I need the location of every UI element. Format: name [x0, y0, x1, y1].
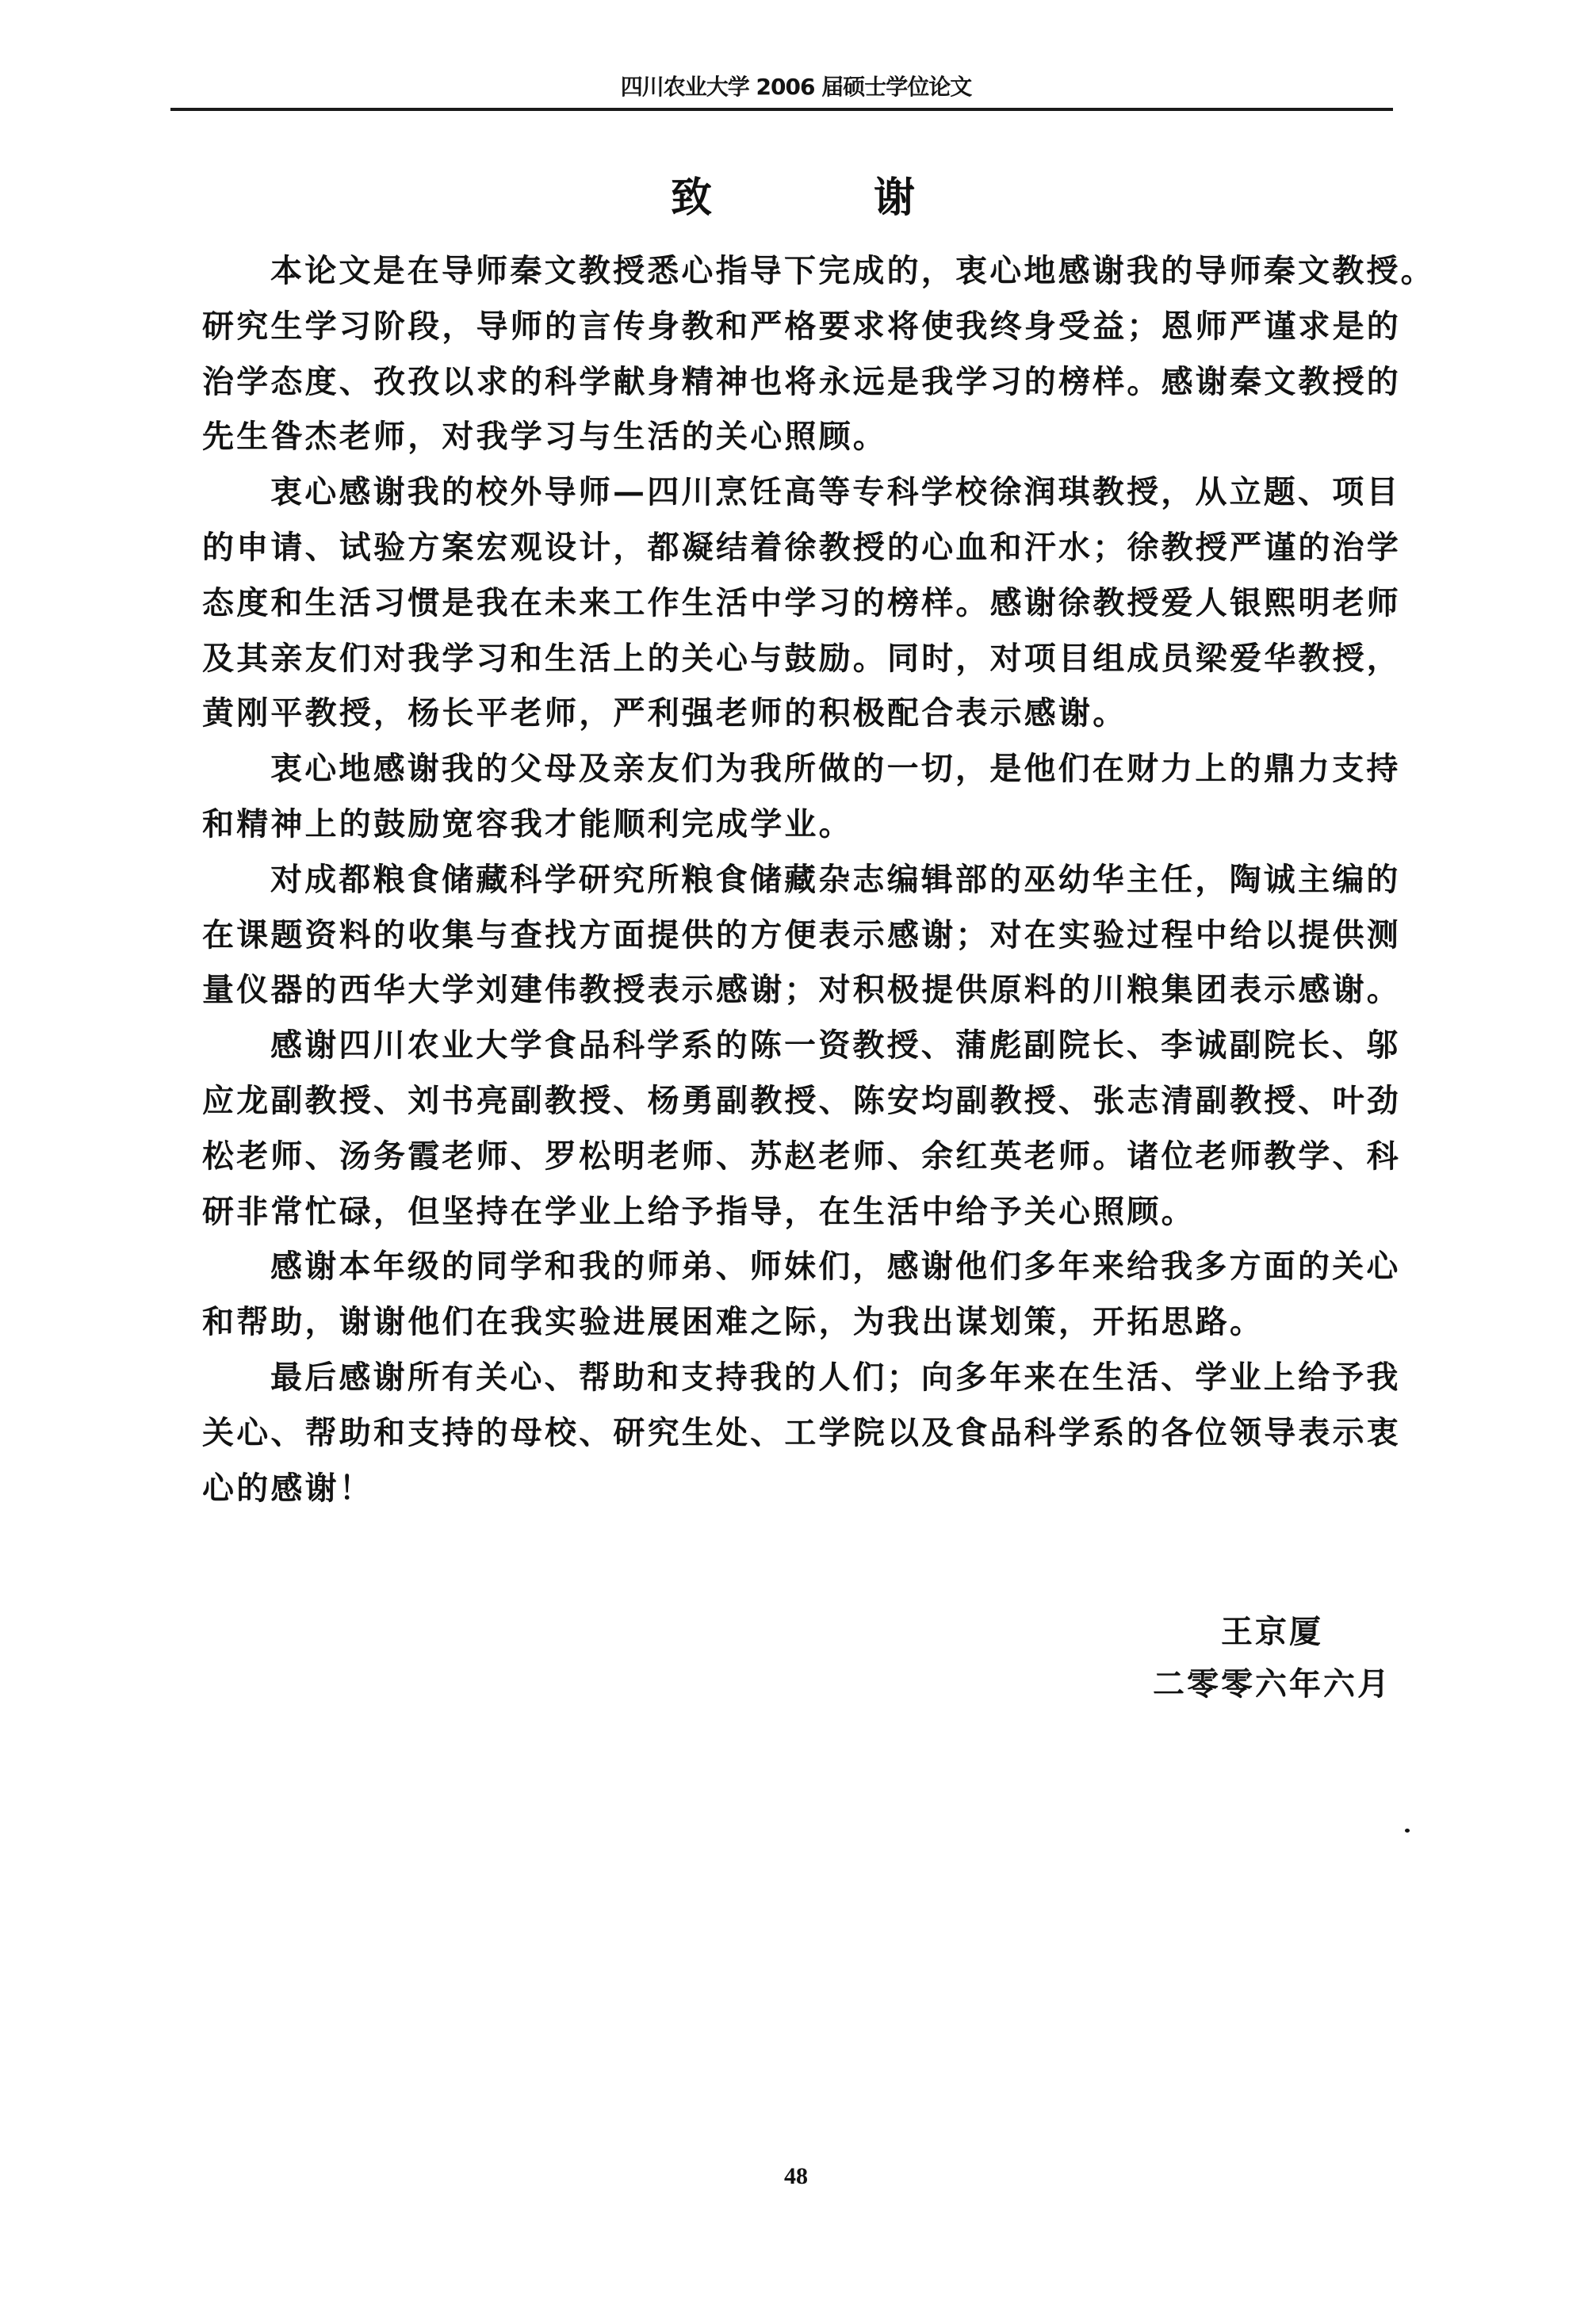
text-line: 先生昝杰老师，对我学习与生活的关心照顾。 [202, 418, 887, 456]
paragraph-7 [202, 1350, 1401, 1516]
text-line: 感谢四川农业大学食品科学系的陈一资教授、蒲彪副院长、李诚副院长、邬 [270, 1026, 1401, 1065]
text-line: 松老师、汤务霞老师、罗松明老师、苏赵老师、余红英老师。诸位老师教学、科 [202, 1137, 1401, 1175]
text-line: 感谢本年级的同学和我的师弟、师妹们，感谢他们多年来给我多方面的关心 [270, 1248, 1401, 1286]
paragraph-3 [202, 741, 1401, 852]
text-line: 衷心地感谢我的父母及亲友们为我所做的一切，是他们在财力上的鼎力支持 [270, 750, 1401, 788]
paragraph-2 [202, 464, 1401, 741]
paragraph-6 [202, 1239, 1401, 1350]
running-header: 四川农业大学 2006 届硕士学位论文 [620, 74, 972, 100]
paragraph-1 [202, 243, 1435, 464]
text-line: 黄刚平教授，杨长平老师，严利强老师的积极配合表示感谢。 [202, 694, 1127, 732]
text-line: 和精神上的鼓励宽容我才能顺利完成学业。 [202, 805, 853, 843]
header-rule [170, 108, 1393, 111]
paragraph-5 [202, 1018, 1401, 1239]
scan-artifact-dot [1405, 1829, 1410, 1833]
text-line: 本论文是在导师秦文教授悉心指导下完成的，衷心地感谢我的导师秦文教授。 [270, 252, 1435, 289]
text-line: 量仪器的西华大学刘建伟教授表示感谢；对积极提供原料的川粮集团表示感谢。 [202, 971, 1401, 1009]
text-line: 及其亲友们对我学习和生活上的关心与鼓励。同时，对项目组成员梁爱华教授， [202, 639, 1401, 677]
paragraph-4 [202, 852, 1401, 1018]
text-line: 对成都粮食储藏科学研究所粮食储藏杂志编辑部的巫幼华主任，陶诚主编的 [270, 860, 1401, 898]
text-line: 研究生学习阶段，导师的言传身教和严格要求将使我终身受益；恩师严谨求是的 [202, 307, 1401, 345]
author-signature: 王京厦 [1221, 1613, 1323, 1650]
text-line: 和帮助，谢谢他们在我实验进展困难之际，为我出谋划策，开拓思路。 [202, 1303, 1265, 1341]
text-line: 的申请、试验方案宏观设计，都凝结着徐教授的心血和汗水；徐教授严谨的治学 [202, 528, 1401, 566]
text-line: 在课题资料的收集与查找方面提供的方便表示感谢；对在实验过程中给以提供测 [202, 915, 1401, 954]
text-line: 心的感谢！ [202, 1469, 373, 1507]
text-line: 衷心感谢我的校外导师—四川烹饪高等专科学校徐润琪教授，从立题、项目 [270, 473, 1401, 511]
page-number: 48 [784, 2163, 808, 2189]
text-line: 关心、帮助和支持的母校、研究生处、工学院以及食品科学系的各位领导表示衷 [202, 1413, 1401, 1451]
text-line: 应龙副教授、刘书亮副教授、杨勇副教授、陈安均副教授、张志清副教授、叶劲 [202, 1081, 1401, 1119]
page-title-char-1: 致 [671, 174, 713, 222]
acknowledgements-body [202, 243, 1435, 1516]
text-line: 研非常忙碌，但坚持在学业上给予指导，在生活中给予关心照顾。 [202, 1192, 1196, 1230]
signature-date: 二零零六年六月 [1153, 1665, 1391, 1703]
page-title-char-2: 谢 [874, 174, 916, 222]
text-line: 治学态度、孜孜以求的科学献身精神也将永远是我学习的榜样。感谢秦文教授的 [202, 362, 1401, 400]
text-line: 态度和生活习惯是我在未来工作生活中学习的榜样。感谢徐教授爱人银熙明老师 [202, 583, 1401, 621]
text-line: 最后感谢所有关心、帮助和支持我的人们；向多年来在生活、学业上给予我 [270, 1358, 1401, 1396]
